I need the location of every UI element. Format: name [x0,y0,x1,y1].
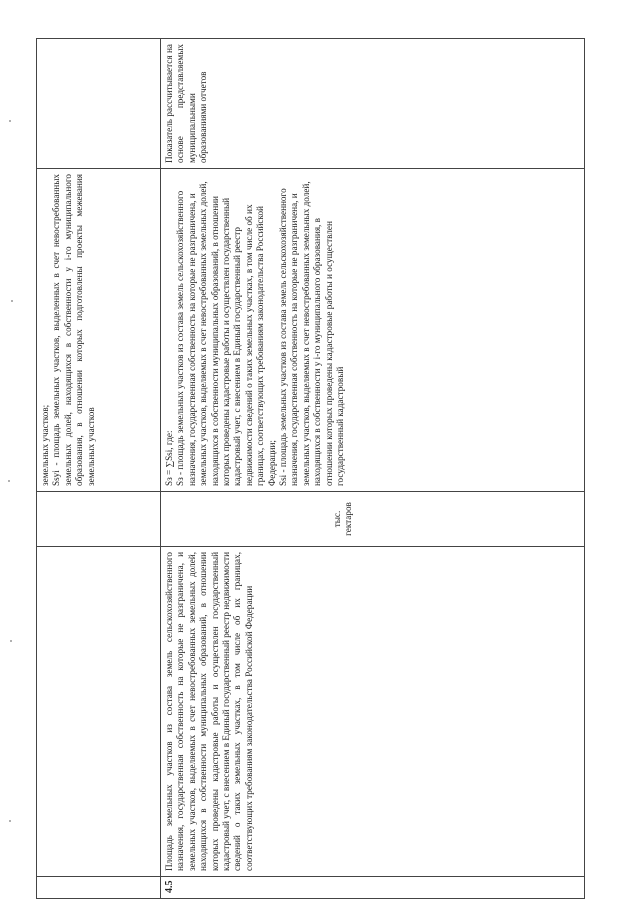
cell-source [37,39,161,169]
formula-line: Ssi - площадь земельных участков из состава земель сельскохозяйственного назначения, государственная собственность на которые не разграничена, и земельных участков, выделяемых в счет невостребованных земельных долей, находящихся в собственности у i-го муниципального образования, в отношении которых проведены кадастровые работы и осуществлен государственный кадастровый [278,181,346,486]
scan-speck [8,480,10,482]
table-row-continuation [37,39,161,899]
scan-speck [11,300,13,302]
formula-line: Ssyi - площадь земельных участков, выделенных в счет невостребованных земельных долей, находящихся в собственности у i-го муниципального образования, в отношении которых подготовлены проекты межевания земельных участков [51,174,96,486]
cell-number [37,877,161,899]
scan-speck [9,820,11,822]
scan-speck [10,640,12,642]
formula-line: Sз - площадь земельных участков из состава земель сельскохозяйственного назначения, государственная собственность на которые не разграничена, и земельных участков, выделяемых в счет невостребованных земельных долей, находящихся в собственности муниципальных образований, в отношении которых проведены кадастровые работы и осуществлен государственный кадастровый учет, с внесением в Единый государственный реестр недвижимости сведений о таких земельных участках, в том числе об их границах, соответствующих требованиям законодательства Российской Федерации; [175,181,277,486]
formula-line: Sз = ∑Ssi, где: [164,430,174,486]
cell-unit: тыс. гектаров [161,492,585,547]
cell-number: 4.5 [161,877,585,899]
rotated-table-sheet [36,39,584,899]
cell-indicator-name [37,547,161,877]
cell-source: Показатель рассчитывается на основе представляемых муниципальными образованиями отчетов [161,39,585,169]
cell-formula [37,169,161,492]
cell-formula [161,169,585,492]
scan-speck [9,120,11,122]
cell-unit [37,492,161,547]
cell-indicator-name: Площадь земельных участков из состава земель сельскохозяйственного назначения, государственная собственность на которые не разграничена, и земельных участков, выделяемых в счет невостребованных земельных долей, находящихся в собственности муниципальных образований, в отношении которых проведены кадастровые работы и осуществлен государственный кадастровый учет, с внесением в Единый государственный реестр недвижимости сведений о таких земельных участках, в том числе об их границах, соответствующих требованиям законодательства Российской Федерации [161,547,585,877]
table-row-4-5 [161,39,585,899]
formula-line: земельных участков; [40,404,50,486]
indicator-table [36,38,585,899]
